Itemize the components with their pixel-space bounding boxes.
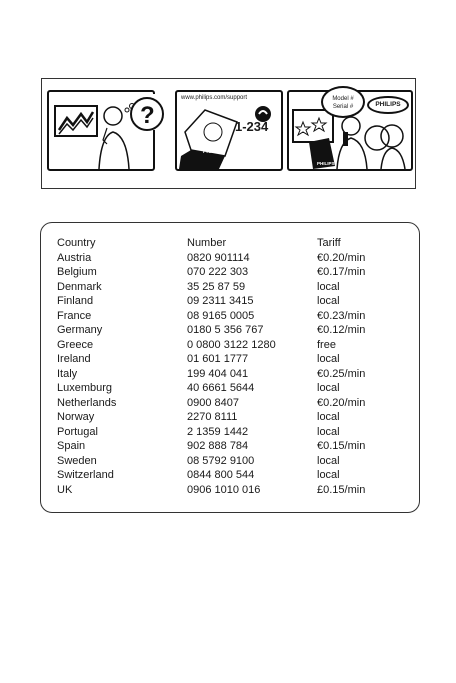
table-row xyxy=(57,265,387,280)
table-header-row xyxy=(57,236,387,251)
table-row xyxy=(57,323,387,338)
table-row xyxy=(57,396,387,411)
cell-number: 08 5792 9100 xyxy=(187,454,255,467)
header-tariff: Tariff xyxy=(317,237,341,249)
helpline-table xyxy=(40,222,420,513)
cell-number: 01 601 1777 xyxy=(187,353,249,365)
cell-country: Switzerland xyxy=(57,469,114,481)
cell-tariff: local xyxy=(317,382,340,394)
cell-tariff: local xyxy=(317,411,340,423)
cell-number: 0906 1010 016 xyxy=(187,483,261,496)
cell-country: Austria xyxy=(57,251,92,264)
cell-country: Netherlands xyxy=(57,396,117,409)
cell-country: Germany xyxy=(57,324,103,336)
table-row xyxy=(57,294,387,309)
cell-tariff: €0.20/min xyxy=(317,251,366,264)
panel-support xyxy=(175,90,283,171)
svg-text:?: ? xyxy=(140,102,155,129)
cell-number: 070 222 303 xyxy=(187,266,249,278)
cell-tariff: local xyxy=(317,280,340,293)
cell-tariff: €0.15/min xyxy=(317,440,366,452)
table-row xyxy=(57,367,387,382)
cell-tariff: €0.25/min xyxy=(317,367,366,380)
header-country: Country xyxy=(57,237,96,249)
confused-viewer-icon xyxy=(49,92,153,169)
cell-country: Belgium xyxy=(57,266,97,278)
cell-number: 09 2311 3415 xyxy=(187,295,254,307)
cell-number: 0844 800 544 xyxy=(187,469,255,481)
cell-number: 40 6661 5644 xyxy=(187,382,255,394)
cell-number: 199 404 041 xyxy=(187,367,249,380)
helpline-grid xyxy=(57,236,387,497)
cell-country: Luxemburg xyxy=(57,382,113,394)
cell-country: Norway xyxy=(57,411,95,423)
cell-country: Greece xyxy=(57,338,94,351)
table-row xyxy=(57,410,387,425)
header-number: Number xyxy=(187,237,227,249)
table-row xyxy=(57,425,387,440)
cell-country: Ireland xyxy=(57,353,91,365)
table-row xyxy=(57,439,387,454)
table-row xyxy=(57,468,387,483)
table-row xyxy=(57,483,387,498)
cell-country: Italy xyxy=(57,367,78,380)
table-row xyxy=(57,309,387,324)
cell-country: France xyxy=(57,309,92,322)
cell-tariff: €0.12/min xyxy=(317,324,366,336)
cell-number: 2 1359 1442 xyxy=(187,425,249,438)
cell-country: Denmark xyxy=(57,280,102,293)
cell-tariff: £0.15/min xyxy=(317,483,366,496)
panel-problem xyxy=(47,90,155,171)
serial-label: Serial # xyxy=(332,104,354,110)
cell-tariff: local xyxy=(317,454,340,467)
cell-country: UK xyxy=(57,483,73,496)
cell-tariff: €0.17/min xyxy=(317,266,366,278)
panel-call xyxy=(287,90,413,171)
support-illustration xyxy=(41,78,416,189)
cell-number: 0820 901114 xyxy=(187,251,250,264)
cell-number: 0 0800 3122 1280 xyxy=(187,338,276,351)
table-row xyxy=(57,352,387,367)
cell-number: 0180 5 356 767 xyxy=(187,324,264,336)
cell-number: 2270 8111 xyxy=(187,411,238,423)
cell-tariff: €0.23/min xyxy=(317,309,366,322)
cell-number: 0900 8407 xyxy=(187,396,239,409)
manual-brand: PHILIPS xyxy=(203,149,223,155)
cell-tariff: free xyxy=(317,338,336,351)
table-row xyxy=(57,280,387,295)
cell-tariff: local xyxy=(317,425,340,438)
table-row xyxy=(57,338,387,353)
philips-bubble: PHILIPS xyxy=(367,96,409,114)
cell-country: Portugal xyxy=(57,425,98,438)
table-row xyxy=(57,454,387,469)
cell-tariff: local xyxy=(317,353,340,365)
cell-tariff: local xyxy=(317,295,340,307)
phone-number: 1-234 xyxy=(235,119,269,134)
cell-number: 08 9165 0005 xyxy=(187,309,255,322)
table-row xyxy=(57,381,387,396)
cell-tariff: €0.20/min xyxy=(317,396,366,409)
table-row xyxy=(57,251,387,266)
cell-country: Spain xyxy=(57,440,86,452)
model-serial-bubble xyxy=(321,86,365,118)
cell-tariff: local xyxy=(317,469,340,481)
cell-number: 35 25 87 59 xyxy=(187,280,246,293)
manual-brand-2: PHILIPS xyxy=(317,161,335,166)
cell-country: Finland xyxy=(57,295,94,307)
cell-country: Sweden xyxy=(57,454,97,467)
model-label: Model # xyxy=(332,96,354,102)
cell-number: 902 888 784 xyxy=(187,440,249,452)
support-url: www.philips.com/support xyxy=(181,95,248,101)
